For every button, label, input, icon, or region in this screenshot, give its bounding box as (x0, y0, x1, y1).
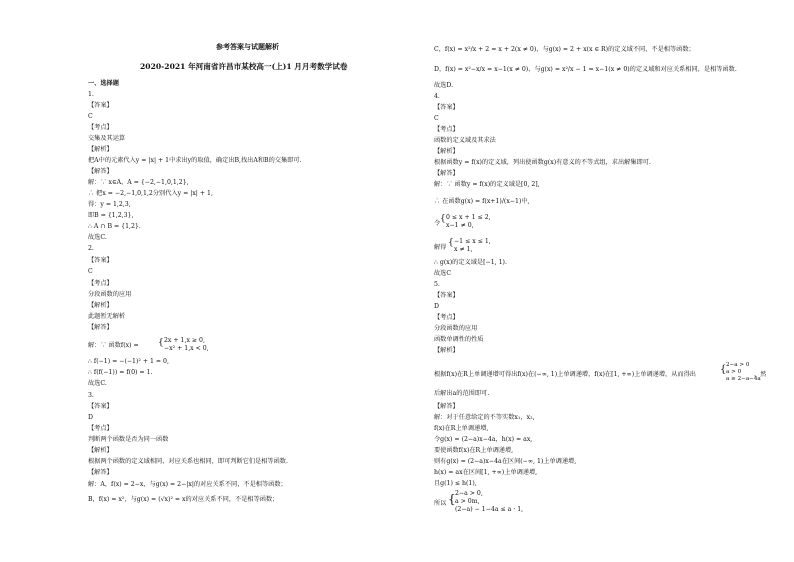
kaodian-text: 分段函数的应用 (88, 291, 132, 298)
answer-tag: 【答案】 (88, 403, 113, 410)
jiexi-text: 根据f(x)在R上单调递增可得出f(x)在(−∞, 1)上单调递增，f(x)在[1, +∞)上单调递增，从而得出 (434, 371, 696, 378)
jieda-tag: 【解答】 (434, 170, 459, 177)
jiexi-tag: 【解析】 (88, 447, 113, 454)
piecewise-case: −x² + 1,x < 0, (164, 345, 209, 352)
jiexi-tag: 【解析】 (434, 148, 459, 155)
brace-icon: { (448, 238, 454, 248)
system-case: 2−a > 0, (455, 490, 483, 497)
question-number: 3. (88, 392, 94, 399)
solution-line: ∴ 把x = −2,−1,0,1,2分别代入y = |x| + 1, (88, 190, 213, 197)
solution-line: 且g(1) ≤ h(1), (434, 480, 477, 487)
kaodian-text: 分段函数的应用 (434, 325, 478, 332)
answer-value: C (88, 268, 93, 275)
solution-line: C，f(x) = x²/x + 2 = x + 2(x ≠ 0)，与g(x) = 2 + x(x ∈ R)的定义域不同，不是相等函数； (434, 46, 695, 53)
kaodian-tag: 【考点】 (88, 280, 113, 287)
solution-line: h(x) = ax在区间[1, +∞)上单调递增, (434, 469, 538, 476)
jiexi-tag: 【解析】 (434, 347, 459, 354)
solution-line: 即B = {1,2,3}, (88, 212, 134, 219)
jiexi-text: 后解出a的范围即可. (434, 390, 490, 397)
solution-line: D，f(x) = x²−x/x = x−1(x ≠ 0)，与g(x) = x²/x − 1 = x−1(x ≠ 0)的定义域和对应关系相同，是相等函数. (434, 66, 737, 73)
solution-line: ∴ g(x)的定义域是[−1, 1). (434, 259, 507, 266)
answer-tag: 【答案】 (88, 102, 113, 109)
solution-line: 所以 (434, 500, 447, 507)
answer-value: C (434, 115, 439, 122)
jieda-tag: 【解答】 (88, 324, 113, 331)
jieda-tag: 【解答】 (434, 403, 459, 410)
system-case: a ≥ 2−a−4a (726, 376, 761, 382)
brace-icon: { (440, 214, 446, 224)
brace-icon: { (720, 364, 727, 375)
piecewise-case: 2x + 1,x ≥ 0, (164, 337, 205, 344)
jiexi-text: 根据函数y = f(x)的定义域，列出使函数g(x)有意义的不等式组，求出解集即可. (434, 159, 651, 166)
system-case: x ≠ 1, (454, 246, 473, 253)
solution-line: 故选C. (88, 234, 107, 241)
system-case: x−1 ≠ 0, (446, 222, 474, 229)
answer-value: D (434, 303, 439, 310)
system-case: a > 0 (726, 369, 742, 375)
jieda-tag: 【解答】 (88, 168, 113, 175)
question-number: 4. (434, 93, 440, 100)
solution-line: f(x)在R上单调递增, (434, 425, 489, 432)
solution-line: 得：y = 1,2,3, (88, 201, 131, 208)
section-heading: 一、选择题 (88, 80, 119, 87)
solution-line: 解得 (434, 244, 447, 251)
system-case: (2−a) − 1−4a ≤ a · 1, (455, 506, 524, 513)
solution-line: 故选C. (88, 380, 107, 387)
brace-icon: { (448, 492, 456, 506)
solution-line: 令 (434, 220, 441, 227)
solution-line: 故选D. (434, 82, 454, 89)
solution-line: 解：∵ x∈A，A = {−2,−1,0,1,2}, (88, 179, 189, 186)
solution-line: 故选C (434, 270, 452, 277)
kaodian-text: 函数的定义域及其求法 (434, 137, 496, 144)
kaodian-tag: 【考点】 (88, 425, 113, 432)
answer-value: D (88, 414, 93, 421)
solution-line: ∴ A ∩ B = {1,2}. (88, 223, 141, 230)
kaodian-tag: 【考点】 (434, 314, 459, 321)
jiexi-text: 根据两个函数的定义域相同，对应关系也相同，即可判断它们是相等函数. (88, 458, 288, 465)
kaodian-text: 函数单调性的性质 (434, 336, 484, 343)
system-case: 0 ≤ x + 1 ≤ 2, (446, 214, 491, 221)
question-number: 5. (434, 281, 440, 288)
system-case: 2−a > 0 (726, 362, 750, 368)
solution-line: ∴ f(f(−1)) = f(0) = 1. (88, 369, 153, 376)
answer-tag: 【答案】 (434, 292, 459, 299)
kaodian-tag: 【考点】 (88, 124, 113, 131)
solution-line: 解：∵ 函数y = f(x)的定义域是[0, 2], (434, 181, 540, 188)
kaodian-tag: 【考点】 (434, 126, 459, 133)
jieda-tag: 【解答】 (88, 469, 113, 476)
system-case: a > 0m, (455, 498, 480, 505)
jiexi-tag: 【解析】 (88, 302, 113, 309)
solution-line: ∴ 在函数g(x) = f(x+1)/(x−1)中, (434, 198, 530, 205)
exam-title: 2020-2021 年河南省许昌市某校高一(上)1 月月考数学试卷 (140, 62, 348, 71)
kaodian-text: 判断两个函数是否为同一函数 (88, 436, 169, 443)
solution-line: 解：对于任意给定的不等实数x₁，x₂, (434, 414, 535, 421)
answer-title: 参考答案与试题解析 (216, 42, 279, 51)
solution-line: ∴ f(−1) = −(−1)² + 1 = 0, (88, 358, 169, 365)
solution-line: 则有g(x) = (2−a)x−4a在区间(−∞, 1)上单调递增, (434, 458, 577, 465)
answer-tag: 【答案】 (88, 257, 113, 264)
brace-icon: { (158, 338, 164, 348)
jiexi-text: ，然 (754, 371, 767, 378)
answer-tag: 【答案】 (434, 104, 459, 111)
question-number: 2. (88, 245, 94, 252)
solution-line: B，f(x) = x²，与g(x) = (√x)² = x的对应关系不同，不是相等函数； (88, 496, 279, 503)
solution-line: 要使函数f(x)在R上单调递增, (434, 447, 514, 454)
system-case: −1 ≤ x ≤ 1, (454, 238, 491, 245)
question-number: 1. (88, 91, 94, 98)
solution-line: 令g(x) = (2−a)x−4a，h(x) = ax, (434, 436, 533, 443)
jiexi-text: 把A中的元素代入y = |x| + 1中求出y的取值，确定出B,找出A和B的交集即可. (88, 157, 302, 164)
answer-value: C (88, 113, 93, 120)
solution-line: 解：A，f(x) = 2−x，与g(x) = 2−|x|的对应关系不同，不是相等函数； (88, 481, 287, 488)
jiexi-tag: 【解析】 (88, 146, 113, 153)
jiexi-text: 此题暂无解析 (88, 313, 126, 320)
kaodian-text: 交集及其运算 (88, 135, 126, 142)
solution-line: 解：∵ 函数f(x) = (88, 342, 139, 349)
